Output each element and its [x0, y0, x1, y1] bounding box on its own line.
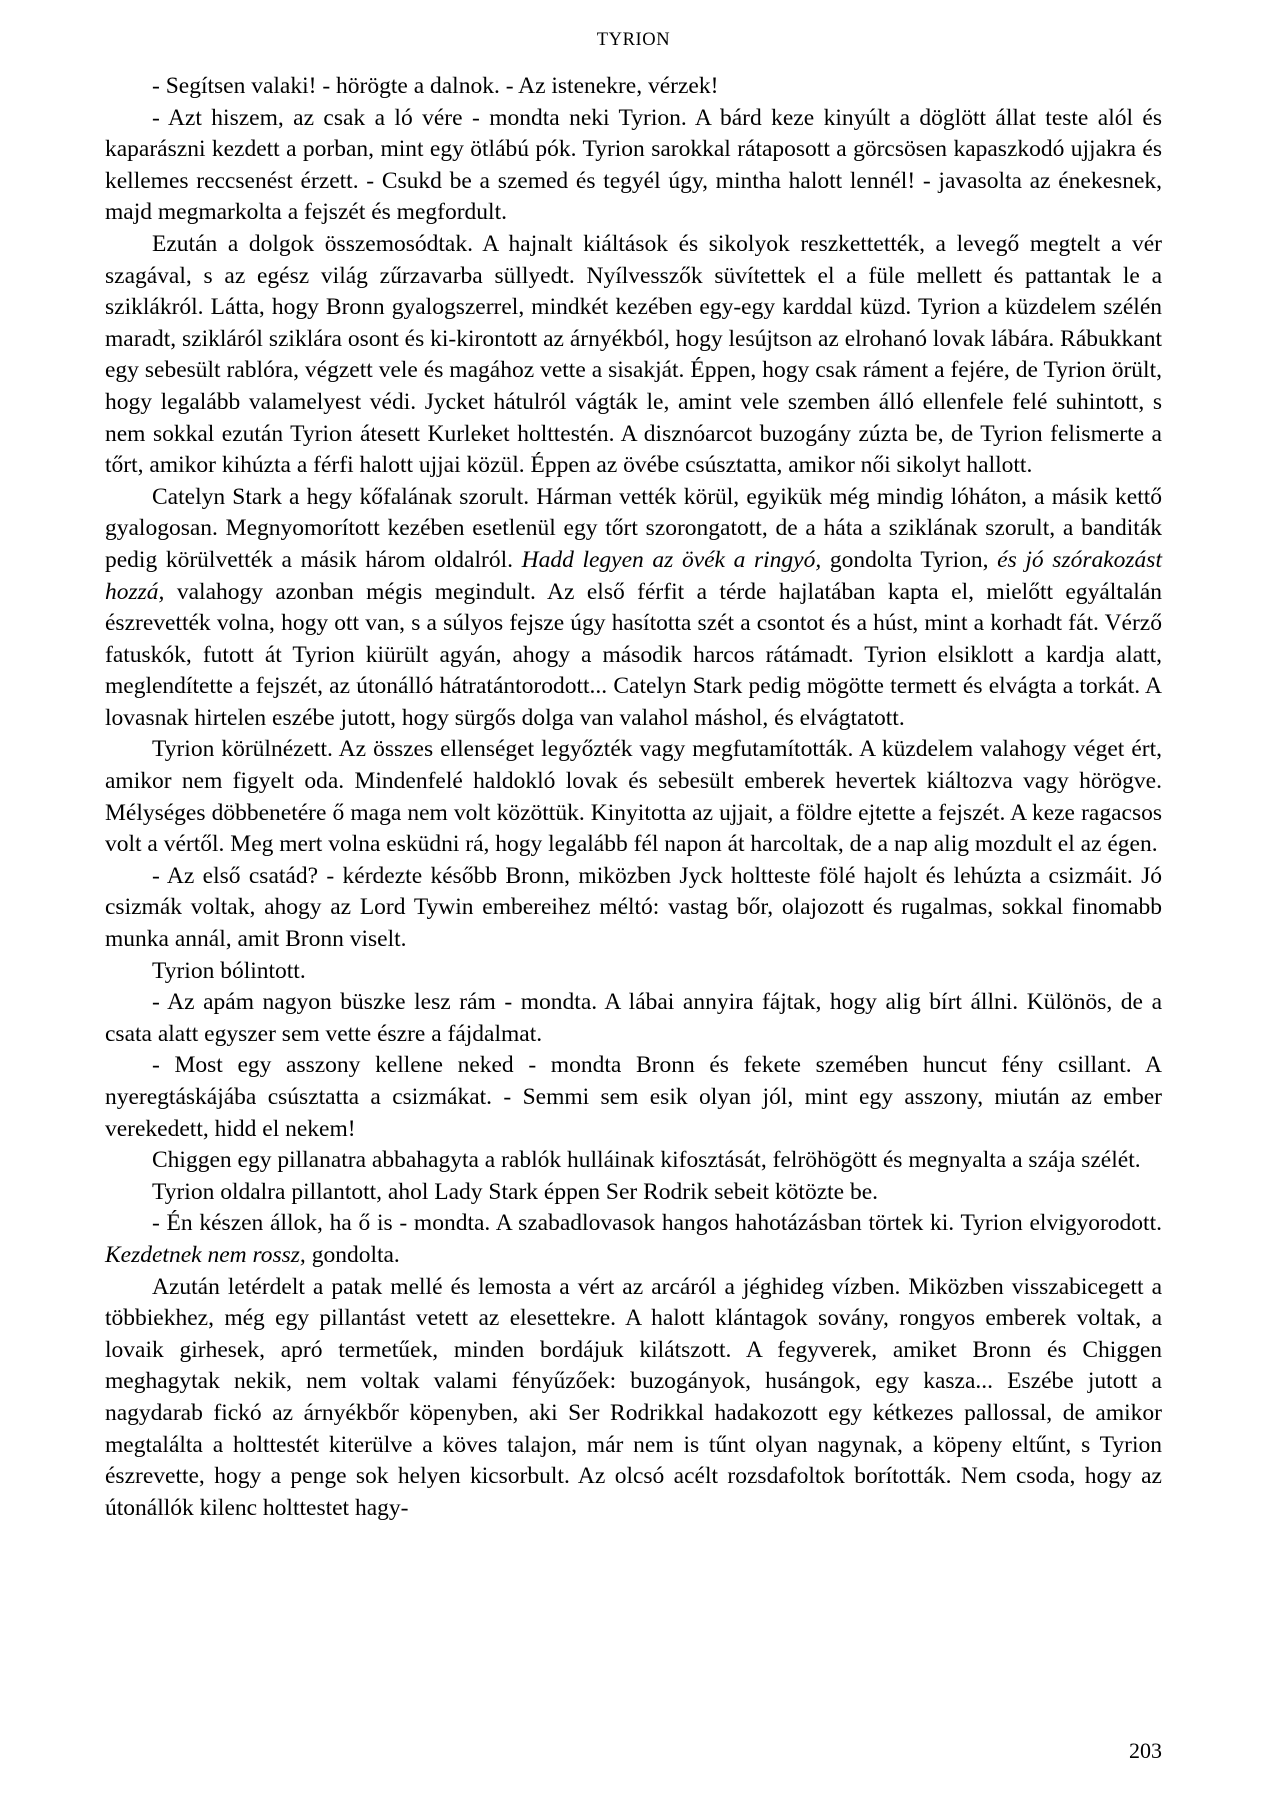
italic-run: Kezdetnek nem rossz,	[105, 1241, 306, 1268]
page-number: 203	[1129, 1738, 1162, 1763]
body-text	[105, 71, 1162, 1524]
paragraph: Tyrion oldalra pillantott, ahol Lady Stark éppen Ser Rodrik sebeit kötözte be.	[152, 1178, 879, 1205]
running-head: TYRION	[596, 30, 671, 50]
paragraph: - Most egy asszony kellene neked - mondta Bronn és fekete szemében huncut fény csillant. A nyeregtáskájába csúsztatta a csizmákat. - Semmi sem esik olyan jól, mint egy asszony, miután az ember verekedett, hidd el nekem!	[105, 1052, 1162, 1142]
paragraph: Azután letérdelt a patak mellé és lemosta a vért az arcáról a jéghideg vízben. Miközben visszabicegett a többiekhez, még egy pillantást vetett az elesettekre. A halott klántagok sovány, rongyos emberek voltak, a lovaik girhesek, apró termetűek, minden bordájuk kilátszott. A fegyverek, amiket Bronn és Chiggen meghagytak nekik, nem voltak valami fényűzőek: buzogányok, husángok, egy kasza... Eszébe jutott a nagydarab fickó az árnyékbőr köpenyben, aki Ser Rodrikkal hadakozott egy kétkezes pallossal, de amikor megtalálta a holttestét kiterülve a köves talajon, már nem is tűnt olyan nagynak, a köpeny eltűnt, s Tyrion észrevette, hogy a penge sok helyen kicsorbult. Az olcsó acélt rozsdafoltok borították. Nem csoda, hogy az útonállók kilenc holttestet hagy-	[105, 1273, 1162, 1521]
italic-run: és jó szórakozást hozzá,	[105, 546, 1162, 605]
paragraph: Chiggen egy pillanatra abbahagyta a rablók hulláinak kifosztását, felröhögött és megnyalta a szája szélét.	[152, 1147, 1141, 1174]
paragraph: Catelyn Stark a hegy kőfalának szorult. Hárman vették körül, egyikük még mindig lóháton, a másik kettő gyalogosan. Megnyomorított kezében esetlenül egy tőrt szorongatott, de a háta a sziklának szorult, a banditák pedig körülvették a másik három oldalról. Hadd legyen az övék a ringyó, gondolta Tyrion, és jó szórakozást hozzá, valahogy azonban mégis megindult. Az első férfit a térde hajlatában kapta el, mielőtt egyáltalán észrevették volna, hogy ott van, s a súlyos fejsze úgy hasította szét a csontot és a húst, mint a korhadt fát. Vérző fatuskók, futott át Tyrion kiürült agyán, ahogy a második harcos rátámadt. Tyrion elsiklott a kardja alatt, meglendítette a fejszét, az útonálló hátratántorodott... Catelyn Stark pedig mögötte termett és elvágta a torkát. A lovasnak hirtelen eszébe jutott, hogy sürgős dolga van valahol máshol, és elvágtatott.	[105, 483, 1162, 731]
paragraph: Ezután a dolgok összemosódtak. A hajnalt kiáltások és sikolyok reszkettették, a levegő megtelt a vér szagával, s az egész világ zűrzavarba süllyedt. Nyílvesszők süvítettek el a füle mellett és pattantak le a sziklákról. Látta, hogy Bronn gyalogszerrel, mindkét kezében egy-egy karddal küzd. Tyrion a küzdelem szélén maradt, szikláról sziklára osont és ki-kirontott az árnyékból, hogy lesújtson az elrohanó lovak lábára. Rábukkant egy sebesült rablóra, végzett vele és magához vette a sisakját. Éppen, hogy csak ráment a fejére, de Tyrion örült, hogy legalább valamelyest védi. Jycket hátulról vágták le, amint vele szemben álló ellenfele felé suhintott, s nem sokkal ezután Tyrion átesett Kurleket holttestén. A disznóarcot buzogány zúzta be, de Tyrion felismerte a tőrt, amikor kihúzta a férfi halott ujjai közül. Éppen az övébe csúsztatta, amikor női sikolyt hallott.	[105, 230, 1162, 479]
paragraph: Tyrion körülnézett. Az összes ellenséget legyőzték vagy megfutamították. A küzdelem valahogy véget ért, amikor nem figyelt oda. Mindenfelé haldokló lovak és sebesült emberek hevertek kiáltozva vagy hörögve. Mélységes döbbenetére ő maga nem volt közöttük. Kinyitotta az ujjait, a földre ejtette a fejszét. A keze ragacsos volt a vértől. Meg mert volna esküdni rá, hogy legalább fél napon át harcoltak, de a nap alig mozdult el az égen.	[105, 736, 1162, 858]
paragraph: Tyrion bólintott.	[152, 957, 306, 984]
paragraph: - Az első csatád? - kérdezte később Bronn, miközben Jyck holtteste fölé hajolt és lehúzta a csizmáit. Jó csizmák voltak, ahogy az Lord Tywin embereihez méltó: vastag bőr, olajozott és rugalmas, sokkal finomabb munka annál, amit Bronn viselt.	[105, 862, 1162, 953]
paragraph: - Én készen állok, ha ő is - mondta. A szabadlovasok hangos hahotázásban törtek ki. Tyrion elvigyorodott. Kezdetnek nem rossz, gondolta.	[105, 1210, 1162, 1268]
italic-run: Hadd legyen az övék a ringyó,	[521, 546, 822, 573]
paragraph: - Segítsen valaki! - hörögte a dalnok. - Az istenekre, vérzek!	[152, 73, 719, 99]
paragraph: - Azt hiszem, az csak a ló vére - mondta neki Tyrion. A bárd keze kinyúlt a döglött állat teste alól és kaparászni kezdett a porban, mint egy ötlábú pók. Tyrion sarokkal rátaposott a görcsösen kapaszkodó ujjakra és kellemes reccsenést érzett. - Csukd be a szemed és tegyél úgy, mintha halott lennél! - javasolta az énekesnek, majd megmarkolta a fejszét és megfordult.	[105, 104, 1162, 226]
paragraph: - Az apám nagyon büszke lesz rám - mondta. A lábai annyira fájtak, hogy alig bírt állni. Különös, de a csata alatt egyszer sem vette észre a fájdalmat.	[105, 989, 1162, 1047]
